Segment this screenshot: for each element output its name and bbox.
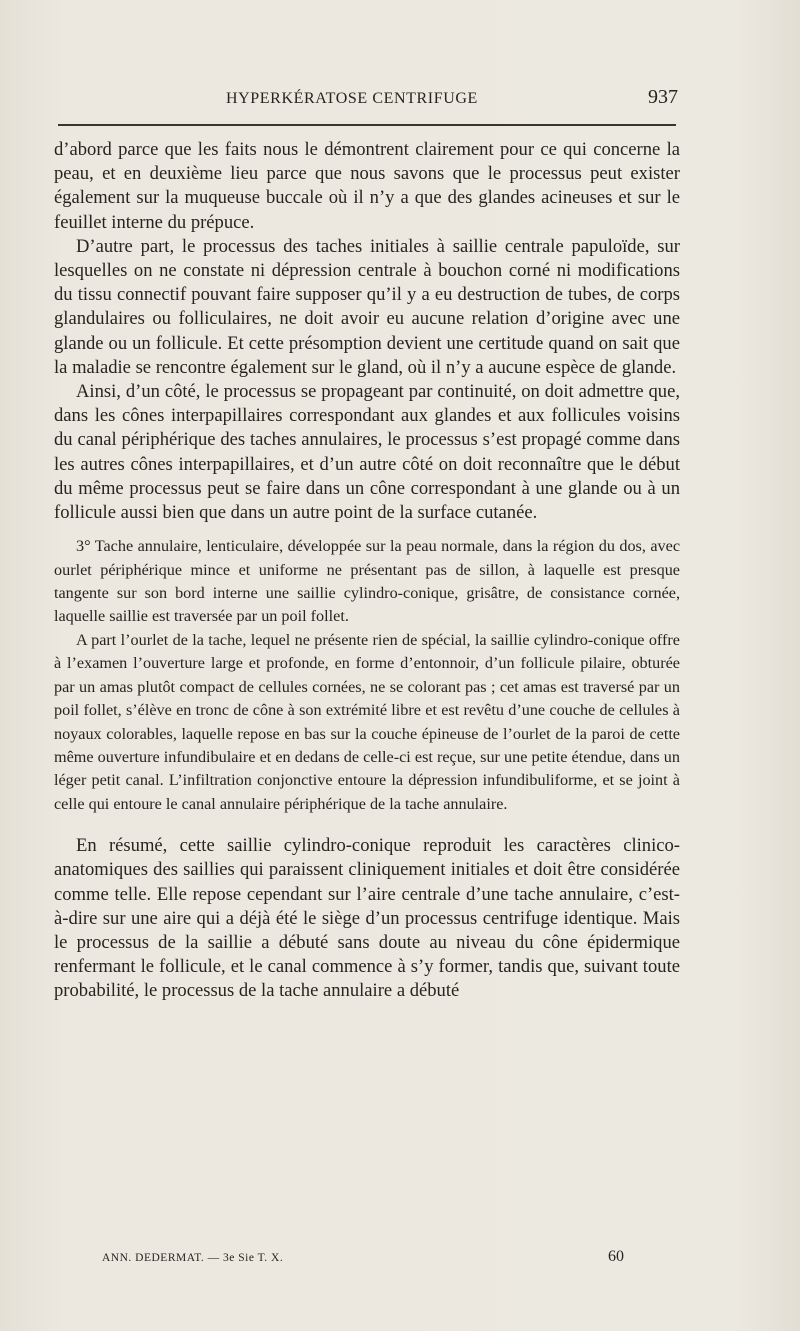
journal-signature-line: ANN. DEDERMAT. — 3e Sie T. X. — [102, 1252, 284, 1264]
header-rule — [58, 124, 676, 126]
body-text — [54, 138, 680, 1004]
running-title: HYPERKÉRATOSE CENTRIFUGE — [226, 90, 478, 107]
page-header — [56, 86, 680, 116]
paragraph-d-autre-part: D’autre part, le processus des taches initiales à saillie centrale papuloïde, sur lesquelles on ne constate ni dépression centrale à bouchon corné ni modifications du tissu connectif pouvant faire supposer qu’il y a eu destruction de tubes, de corps glandulaires ou folliculaires, ne doit avoir eu aucune relation d’origine avec une glande ou un follicule. Et cette présomption devient une certitude quand on sait que la maladie se rencontre également sur le gland, où il n’y a aucune espèce de glande. — [54, 235, 680, 378]
page-footer — [100, 1248, 640, 1274]
paragraph-case-3-description: A part l’ourlet de la tache, lequel ne présente rien de spécial, la saillie cylindro-conique offre à l’examen l’ouverture large et profonde, en forme d’entonnoir, d’un follicule pilaire, obturée par un amas plutôt compact de cellules cornées, ne se colorant pas ; cet amas est traversé par un poil follet, s’élève en tronc de cône à son extrémité libre et est revêtu d’une couche de cellules à noyaux colorables, laquelle repose en bas sur la couche épineuse de l’ourlet de la paroi de cette même ouverture infundibulaire et en dedans de celle-ci est reçue, sur une petite étendue, dans un léger petit canal. L’infiltration conjonctive entoure la dépression infundibuliforme, et se joint à celle qui entoure le canal annulaire périphérique de la tache annulaire. — [54, 630, 680, 813]
paragraph-ainsi: Ainsi, d’un côté, le processus se propageant par continuité, on doit admettre que, dans les cônes interpapillaires correspondant aux glandes et aux follicules voisins du canal périphérique des taches annulaires, le processus s’est propagé comme dans les autres cônes interpapillaires, et d’un autre côté on doit reconnaître que le début du même processus peut se faire dans un cône correspondant à une glande ou à un follicule aussi bien que dans un autre point de la surface cutanée. — [54, 381, 680, 524]
page-number: 937 — [648, 86, 678, 108]
paragraph-en-resume: En résumé, cette saillie cylindro-conique reproduit les caractères clinico-anatomiques des saillies qui paraissent cliniquement initiales et doit être considérée comme telle. Elle repose cependant sur l’aire centrale d’une tache annulaire, c’est-à-dire sur une aire qui a déjà été le siège d’un processus centrifuge identique. Mais le processus de la saillie a débuté sans doute au niveau du cône épidermique renfermant le follicule, et le canal commence à s’y former, tandis que, suivant toute probabilité, le processus de la tache annulaire a débuté — [54, 835, 680, 1002]
signature-mark: 60 — [608, 1248, 624, 1265]
paragraph-continuation: d’abord parce que les faits nous le démontrent clairement pour ce qui concerne la peau, et en deuxième lieu parce que nous savons que le processus peut exister également sur la muqueuse buccale où il n’y a que des glandes acineuses et sur le feuillet interne du prépuce. — [54, 139, 680, 233]
paragraph-case-3-title: 3° Tache annulaire, lenticulaire, développée sur la peau normale, dans la région du dos, avec ourlet périphérique mince et uniforme ne présentant pas de sillon, à laquelle est presque tangente sur son bord interne une saillie cylindro-conique, grisâtre, de consistance cornée, laquelle saillie est traversée par un poil follet. — [54, 537, 680, 626]
